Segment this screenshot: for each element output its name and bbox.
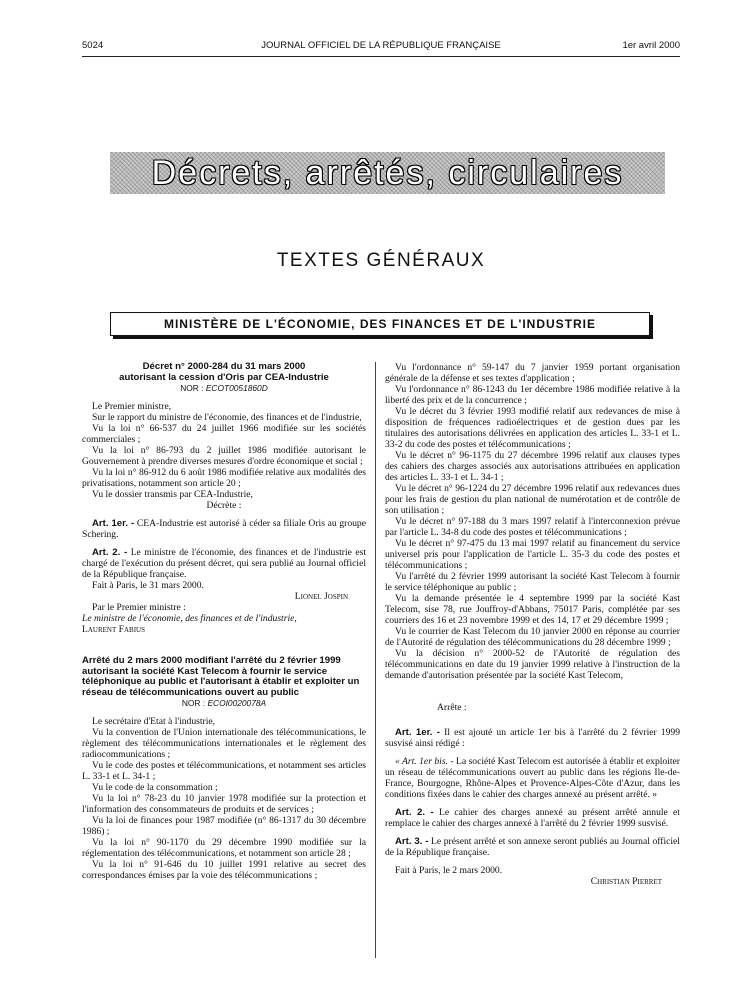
decret-para: Le Premier ministre,	[92, 401, 172, 412]
nor-label: NOR :	[180, 383, 204, 393]
arrete-article-1	[385, 727, 680, 749]
arrete-para: Vu la demande présentée le 4 septembre 1999 par la société Kast Telecom, sise 78, rue Jouffroy-d'Abbans, 75017 Paris, complétée par ses courriers des 16 et 23 novembre 1999 et des 14, 17 et 29 décembre 1999 ;	[385, 593, 680, 626]
minister-title: Le ministre de l'économie, des finances et de l'industrie,	[82, 613, 297, 624]
arrete-para: Vu le décret n° 96-1175 du 27 décembre 1996 relatif aux clauses types des cahiers des charges associés aux autorisations attribuées en application des articles L. 33-1 et L. 34-1 ;	[385, 450, 680, 483]
nor-code: ECOT0051860D	[205, 383, 268, 393]
arrete-word: Arrête :	[437, 702, 467, 713]
arrete-title: Arrêté du 2 mars 2000 modifiant l'arrêté du 2 février 1999 autorisant la société Kast Telecom à fournir le service téléphonique au public et l'autorisant à établir et exploiter un réseau de télécommunications ouvert au public	[82, 655, 360, 698]
left-column	[82, 362, 366, 881]
decret-para: Vu la loi n° 66-537 du 24 juillet 1966 modifiée sur les sociétés commerciales ;	[82, 423, 366, 445]
arrete-article-2	[385, 807, 680, 829]
article-label: « Art. 1er bis. -	[395, 756, 454, 767]
article-label: Art. 1er. -	[395, 727, 441, 738]
article-text: La société Kast Telecom est autorisée à établir et exploiter un réseau de télécommunications ouvert au public dans les régions Ile-de-France, Bourgogne, Rhône-Alpes et Provence-Alpes-Côte d'Azur, dans les conditions fixées dans le cahier des charges annexé au présent arrêté. »	[385, 756, 680, 800]
arrete-para: Vu l'ordonnance n° 59-147 du 7 janvier 1959 portant organisation générale de la défense et ses textes d'application ;	[385, 362, 680, 384]
journal-title: JOURNAL OFFICIEL DE LA RÉPUBLIQUE FRANÇAISE	[261, 40, 501, 51]
header-rule	[82, 56, 680, 57]
arrete-para: Vu la loi n° 91-646 du 10 juillet 1991 relative au secret des correspondances émises par la voie des télécommunications ;	[82, 859, 366, 881]
section-title: TEXTES GÉNÉRAUX	[276, 250, 486, 271]
arrete-para: Vu le décret n° 97-188 du 3 mars 1997 relatif à l'interconnexion prévue par l'article L. 34-8 du code des postes et télécommunications ;	[385, 516, 680, 538]
decret-fait: Fait à Paris, le 31 mars 2000.	[92, 580, 204, 591]
article-label: Art. 2. -	[395, 807, 434, 818]
nor-label: NOR :	[181, 698, 206, 708]
article-text: Il est ajouté un article 1er bis à l'arrêté du 2 février 1999 susvisé ainsi rédigé :	[385, 727, 680, 749]
arrete-article-1bis	[385, 756, 680, 800]
decret-article-1	[82, 518, 366, 540]
arrete-para: Vu le décret n° 97-475 du 13 mai 1997 relatif au financement du service universel pris pour l'application de l'article L. 35-3 du code des postes et télécommunications ;	[385, 538, 680, 571]
arrete-para: Vu la décision n° 2000-52 de l'Autorité de régulation des télécommunications en date du 19 janvier 1999 relative à l'instruction de la demande d'autorisation présentée par la société Kast Telecom,	[385, 648, 680, 681]
decret-nor	[82, 383, 366, 394]
article-label: Art. 2. -	[92, 547, 128, 558]
article-text: Le présent arrêté et son annexe seront publiés au Journal officiel de la République française.	[385, 836, 680, 858]
page-header	[82, 40, 680, 54]
arrete-fait: Fait à Paris, le 2 mars 2000.	[395, 865, 503, 876]
decret-para: Vu le dossier transmis par CEA-Industrie,	[92, 489, 253, 500]
article-text: CEA-Industrie est autorisé à céder sa filiale Oris au groupe Schering.	[82, 518, 366, 540]
signatory-fabius: Laurent Fabius	[82, 624, 145, 635]
arrete-article-3	[385, 836, 680, 858]
ministry-box	[110, 312, 650, 336]
decret-para: Sur le rapport du ministre de l'économie, des finances et de l'industrie,	[92, 412, 362, 423]
decret-title-line2: autorisant la cession d'Oris par CEA-Industrie	[119, 371, 329, 383]
article-label: Art. 1er. -	[92, 518, 135, 529]
decret-article-2	[82, 547, 366, 580]
decret-title	[82, 362, 366, 383]
signatory-pierret: Christian Pierret	[590, 876, 662, 887]
arrete-para: Vu le code de la consommation ;	[92, 782, 218, 793]
signatory-jospin: Lionel Jospin	[294, 591, 348, 602]
column-divider	[375, 362, 376, 958]
banner-title: Décrets, arrêtés, circulaires	[151, 153, 624, 192]
article-text: Le ministre de l'économie, des finances et de l'industrie est chargé de l'exécution du présent décret, qui sera publié au Journal officiel de la République française.	[82, 547, 366, 580]
nor-code: ECOI0020078A	[207, 698, 267, 708]
section-banner	[110, 152, 665, 194]
arrete-para: Vu la loi n° 78-23 du 10 janvier 1978 modifiée sur la protection et l'information des consommateurs de produits et de services ;	[82, 793, 366, 815]
ministry-title: MINISTÈRE DE L'ÉCONOMIE, DES FINANCES ET DE L'INDUSTRIE	[163, 317, 597, 331]
decrete-word: Décrète :	[206, 500, 242, 511]
arrete-para: Vu la loi de finances pour 1987 modifiée (n° 86-1317 du 30 décembre 1986) ;	[82, 815, 366, 837]
arrete-para: Vu le courrier de Kast Telecom du 10 janvier 2000 en réponse au courrier de l'Autorité de régulation des télécommunications du 28 décembre 1999 ;	[385, 626, 680, 648]
decret-para: Vu la loi n° 86-793 du 2 juillet 1986 modifiée autorisant le Gouvernement à prendre diverses mesures d'ordre économique et social ;	[82, 445, 366, 467]
decret-para: Vu la loi n° 86-912 du 6 août 1986 modifiée relative aux modalités des privatisations, notamment son article 20 ;	[82, 467, 366, 489]
arrete-para: Vu le décret n° 96-1224 du 27 décembre 1996 relatif aux redevances dues pour les frais de gestion du plan national de numérotation et de contrôle de son utilisation ;	[385, 483, 680, 516]
arrete-para: Vu la loi n° 90-1170 du 29 décembre 1990 modifiée sur la réglementation des télécommunications, et notamment son article 28 ;	[82, 837, 366, 859]
arrete-para: Vu le décret du 3 février 1993 modifié relatif aux redevances de mise à disposition de fréquences radioélectriques et de gestion dues par les titulaires des autorisations délivrées en application des articles L. 33-1 et L. 33-2 du code des postes et télécommunications ;	[385, 406, 680, 450]
arrete-nor	[82, 698, 366, 709]
right-column	[385, 362, 680, 887]
page-number: 5024	[82, 40, 104, 51]
arrete-para: Le secrétaire d'Etat à l'industrie,	[92, 716, 216, 727]
article-label: Art. 3. -	[395, 836, 429, 847]
arrete-para: Vu le code des postes et télécommunications, et notamment ses articles L. 33-1 et L. 34-1 ;	[82, 760, 366, 782]
arrete-para: Vu l'arrêté du 2 février 1999 autorisant la société Kast Telecom à fournir le service téléphonique au public ;	[385, 571, 680, 593]
article-text: Le cahier des charges annexé au présent arrêté annule et remplace le cahier des charges annexé à l'arrêté du 2 février 1999 susvisé.	[385, 807, 680, 829]
arrete-para: Vu l'ordonnance n° 86-1243 du 1er décembre 1986 modifiée relative à la liberté des prix et de la concurrence ;	[385, 384, 680, 406]
decret-title-line1: Décret n° 2000-284 du 31 mars 2000	[142, 361, 306, 372]
arrete-para: Vu la convention de l'Union internationale des télécommunications, le règlement des télécommunications internationales et le règlement des radiocommunications ;	[82, 727, 366, 760]
par-le-premier-ministre: Par le Premier ministre :	[92, 602, 186, 613]
issue-date: 1er avril 2000	[622, 40, 680, 51]
